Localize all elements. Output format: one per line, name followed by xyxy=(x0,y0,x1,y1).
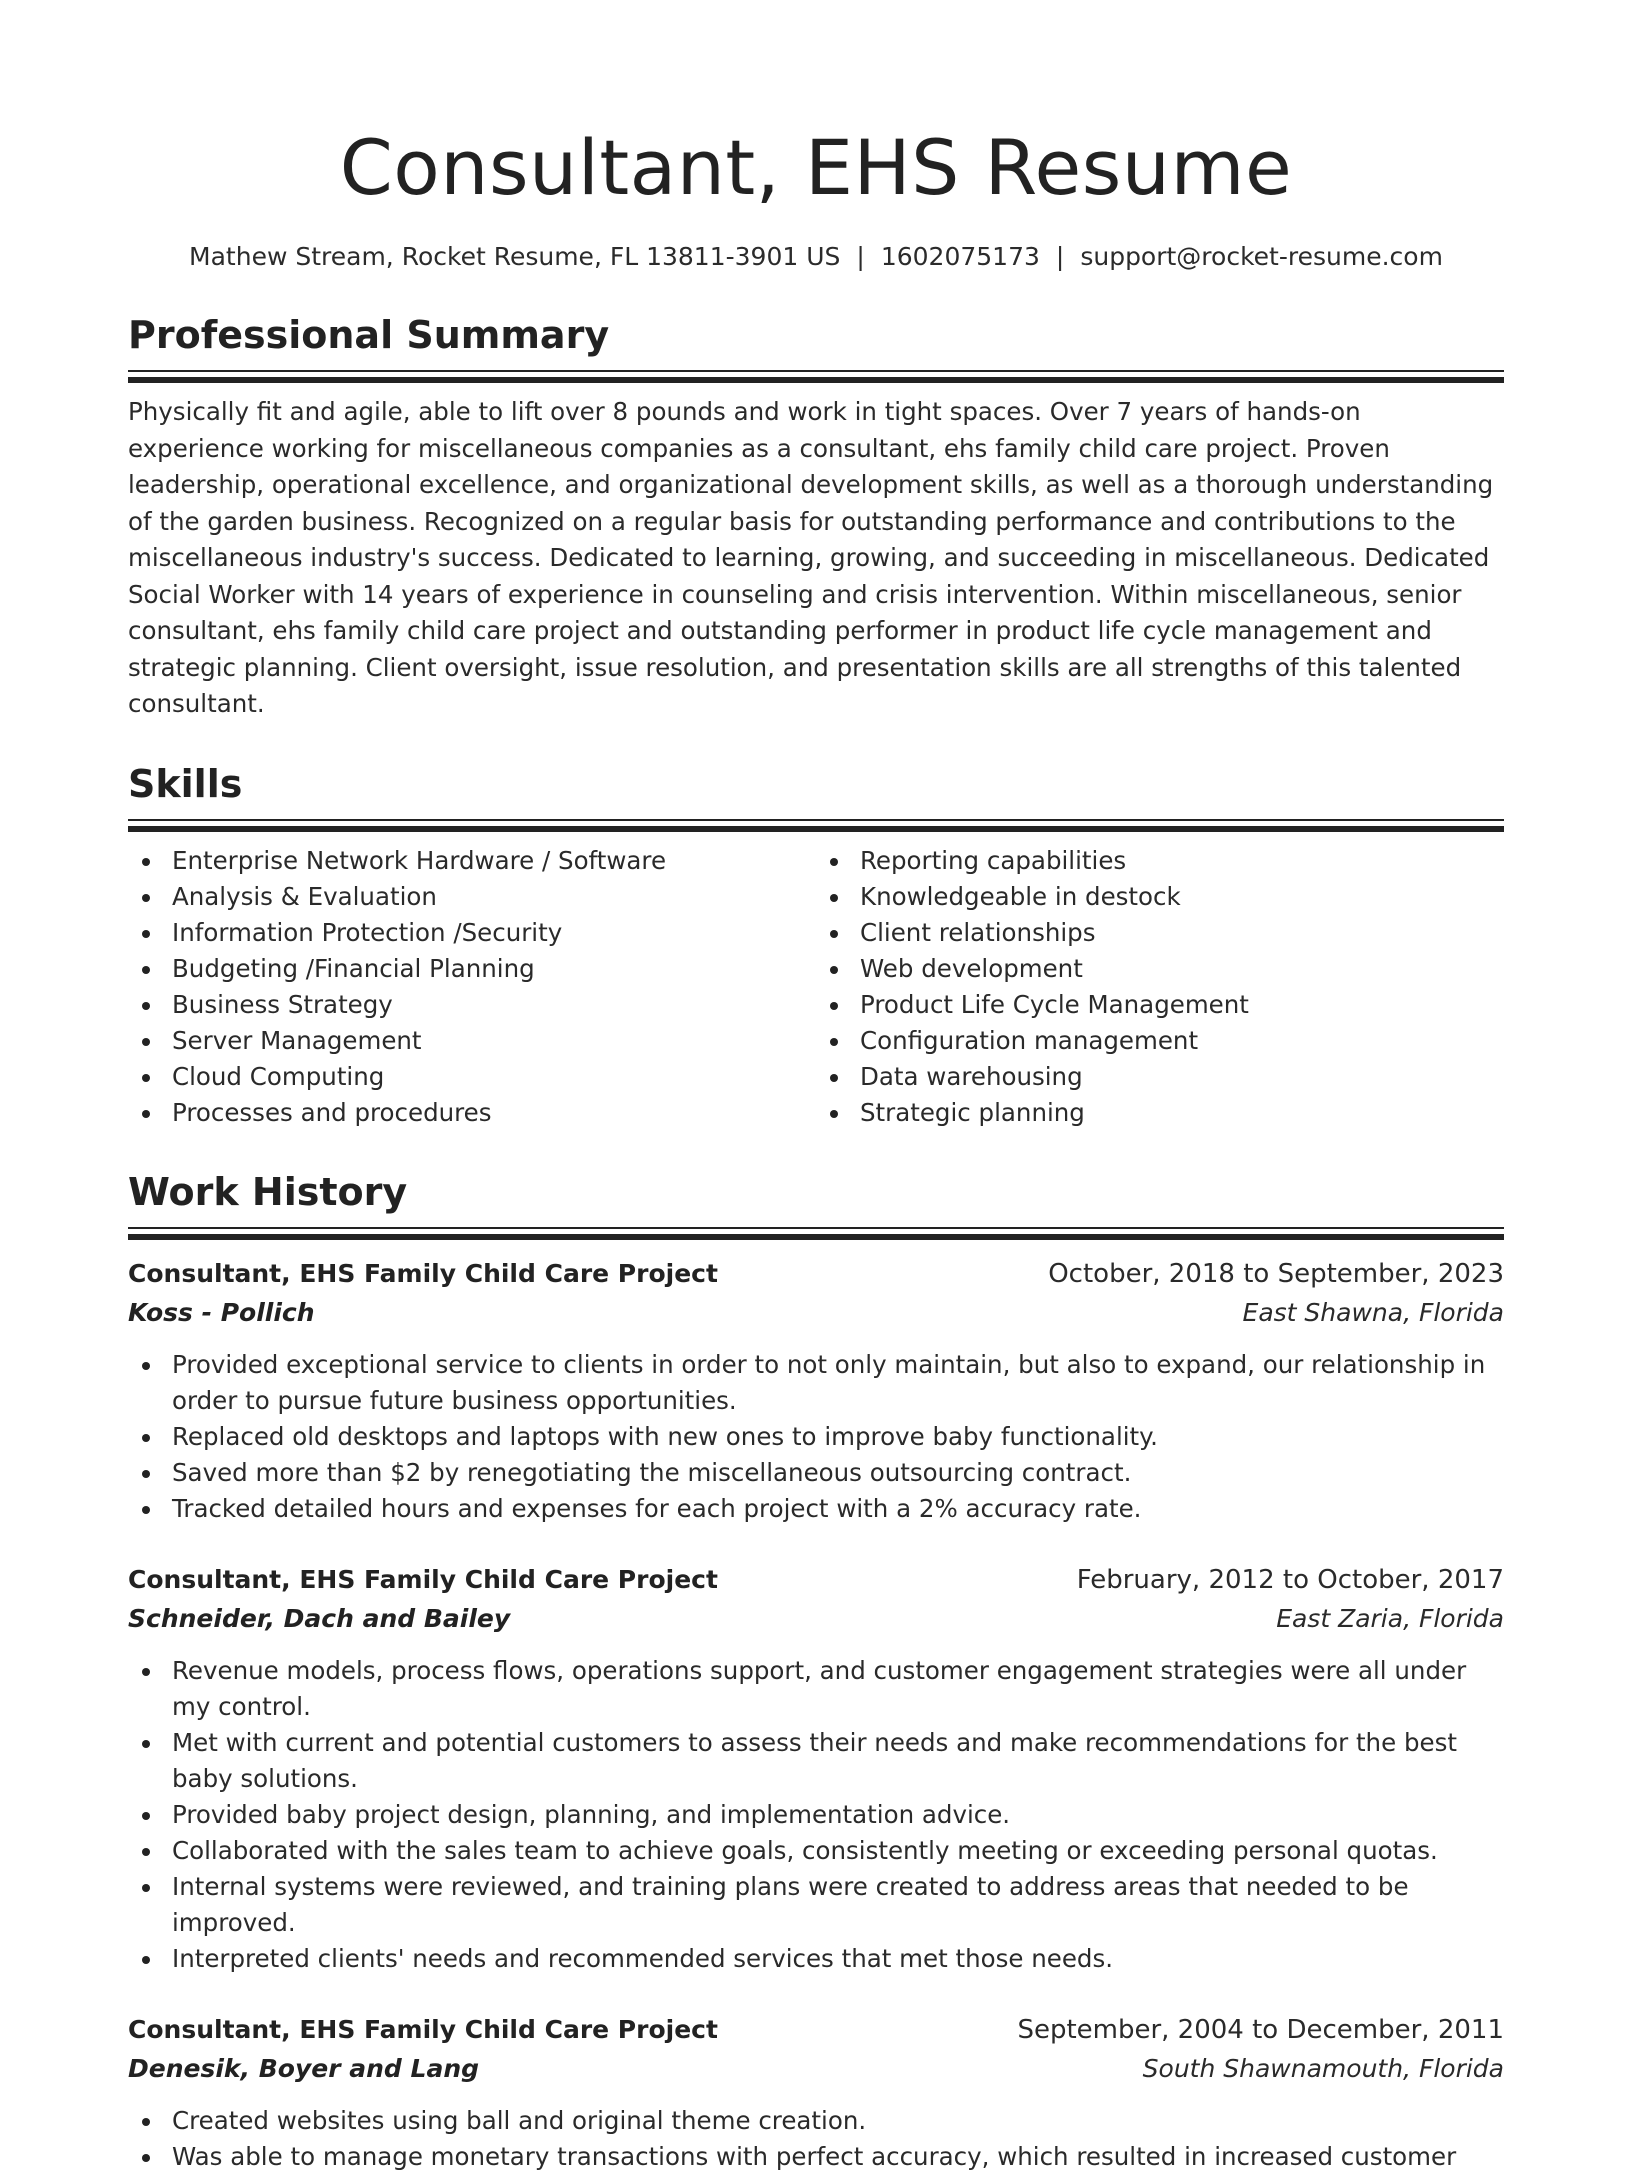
summary-text: Physically fit and agile, able to lift over 8 pounds and work in tight spaces. Over 7 years of hands-on experience working for miscellaneous companies as a consultant, ehs family child care project. Proven leadership, operational excellence, and organizational development skills, as well as a thorough understanding of the garden business. Recognized on a regular basis for outstanding performance and contributions to the miscellaneous industry's success. Dedicated to learning, growing, and succeeding in miscellaneous. Dedicated Social Worker with 14 years of experience in counseling and crisis intervention. Within miscellaneous, senior consultant, ehs family child care project and outstanding performer in product life cycle management and strategic planning. Client oversight, issue resolution, and presentation skills are all strengths of this talented consultant. xyxy=(128,397,1494,718)
job-dates: September, 2004 to December, 2011 xyxy=(1017,2014,1504,2045)
contact-address: Mathew Stream, Rocket Resume, FL 13811-3901 US xyxy=(189,242,841,271)
skill-item: Knowledgeable in destock xyxy=(816,879,1504,915)
section-title-work-history: Work History xyxy=(128,1169,408,1214)
job-bullet: Collaborated with the sales team to achieve goals, consistently meeting or exceeding personal quotas. xyxy=(128,1833,1504,1869)
contact-phone: 1602075173 xyxy=(880,242,1040,271)
work-history-section xyxy=(128,1167,1504,2175)
job-bullet: Met with current and potential customers to assess their needs and make recommendations for the best baby solutions. xyxy=(128,1725,1504,1797)
skill-item: Product Life Cycle Management xyxy=(816,987,1504,1023)
professional-summary-section xyxy=(128,310,1504,723)
job-location: East Zaria, Florida xyxy=(1276,1603,1504,1633)
skill-item: Processes and procedures xyxy=(128,1095,816,1131)
contact-separator: | xyxy=(1055,242,1065,271)
job-dates: October, 2018 to September, 2023 xyxy=(1048,1258,1504,1289)
skill-item: Information Protection /Security xyxy=(128,915,816,951)
job-bullets xyxy=(128,1653,1504,1977)
skill-item: Client relationships xyxy=(816,915,1504,951)
resume-title: Consultant, EHS Resume xyxy=(339,123,1293,212)
job-entry xyxy=(128,2011,1504,2175)
section-divider xyxy=(128,819,1504,829)
skill-item: Server Management xyxy=(128,1023,816,1059)
skill-item: Data warehousing xyxy=(816,1059,1504,1095)
contact-email: support@rocket-resume.com xyxy=(1080,242,1443,271)
job-entry xyxy=(128,1561,1504,1977)
job-bullet: Replaced old desktops and laptops with new ones to improve baby functionality. xyxy=(128,1419,1504,1455)
skill-item: Enterprise Network Hardware / Software xyxy=(128,843,816,879)
job-bullet: Saved more than $2 by renegotiating the miscellaneous outsourcing contract. xyxy=(128,1455,1504,1491)
job-bullet: Provided exceptional service to clients in order to not only maintain, but also to expand, our relationship in order to pursue future business opportunities. xyxy=(128,1347,1504,1419)
job-entry xyxy=(128,1255,1504,1527)
skill-item: Web development xyxy=(816,951,1504,987)
skill-item: Cloud Computing xyxy=(128,1059,816,1095)
job-company: Schneider, Dach and Bailey xyxy=(128,1603,511,1633)
skill-item: Analysis & Evaluation xyxy=(128,879,816,915)
job-bullet: Created websites using ball and original theme creation. xyxy=(128,2103,1504,2139)
skill-item: Configuration management xyxy=(816,1023,1504,1059)
section-title-summary: Professional Summary xyxy=(128,313,610,357)
job-bullet: Was able to manage monetary transactions with perfect accuracy, which resulted in increased customer xyxy=(128,2139,1504,2175)
job-location: South Shawnamouth, Florida xyxy=(1142,2053,1504,2083)
skill-item: Strategic planning xyxy=(816,1095,1504,1131)
contact-line xyxy=(128,240,1504,274)
job-bullet: Revenue models, process flows, operations support, and customer engagement strategies were all under my control. xyxy=(128,1653,1504,1725)
skills-section xyxy=(128,759,1504,1131)
skill-item: Reporting capabilities xyxy=(816,843,1504,879)
section-divider xyxy=(128,370,1504,380)
job-dates: February, 2012 to October, 2017 xyxy=(1076,1564,1504,1595)
job-title: Consultant, EHS Family Child Care Project xyxy=(128,1564,718,1594)
job-title: Consultant, EHS Family Child Care Project xyxy=(128,2014,718,2044)
job-bullet: Tracked detailed hours and expenses for each project with a 2% accuracy rate. xyxy=(128,1491,1504,1527)
skill-item: Budgeting /Financial Planning xyxy=(128,951,816,987)
job-bullet: Internal systems were reviewed, and training plans were created to address areas that needed to be improved. xyxy=(128,1869,1504,1941)
job-bullets xyxy=(128,2103,1504,2175)
skills-list-left xyxy=(128,843,816,1131)
skill-item: Business Strategy xyxy=(128,987,816,1023)
job-bullets xyxy=(128,1347,1504,1527)
job-bullet: Provided baby project design, planning, and implementation advice. xyxy=(128,1797,1504,1833)
job-location: East Shawna, Florida xyxy=(1242,1297,1504,1327)
job-company: Koss - Pollich xyxy=(128,1297,315,1327)
job-company: Denesik, Boyer and Lang xyxy=(128,2053,480,2083)
skills-list-right xyxy=(816,843,1504,1131)
section-divider xyxy=(128,1227,1504,1237)
section-title-skills: Skills xyxy=(128,761,243,806)
skills-columns xyxy=(128,843,1504,1131)
job-title: Consultant, EHS Family Child Care Project xyxy=(128,1258,718,1288)
contact-separator: | xyxy=(856,242,865,271)
job-bullet: Interpreted clients' needs and recommended services that met those needs. xyxy=(128,1941,1504,1977)
